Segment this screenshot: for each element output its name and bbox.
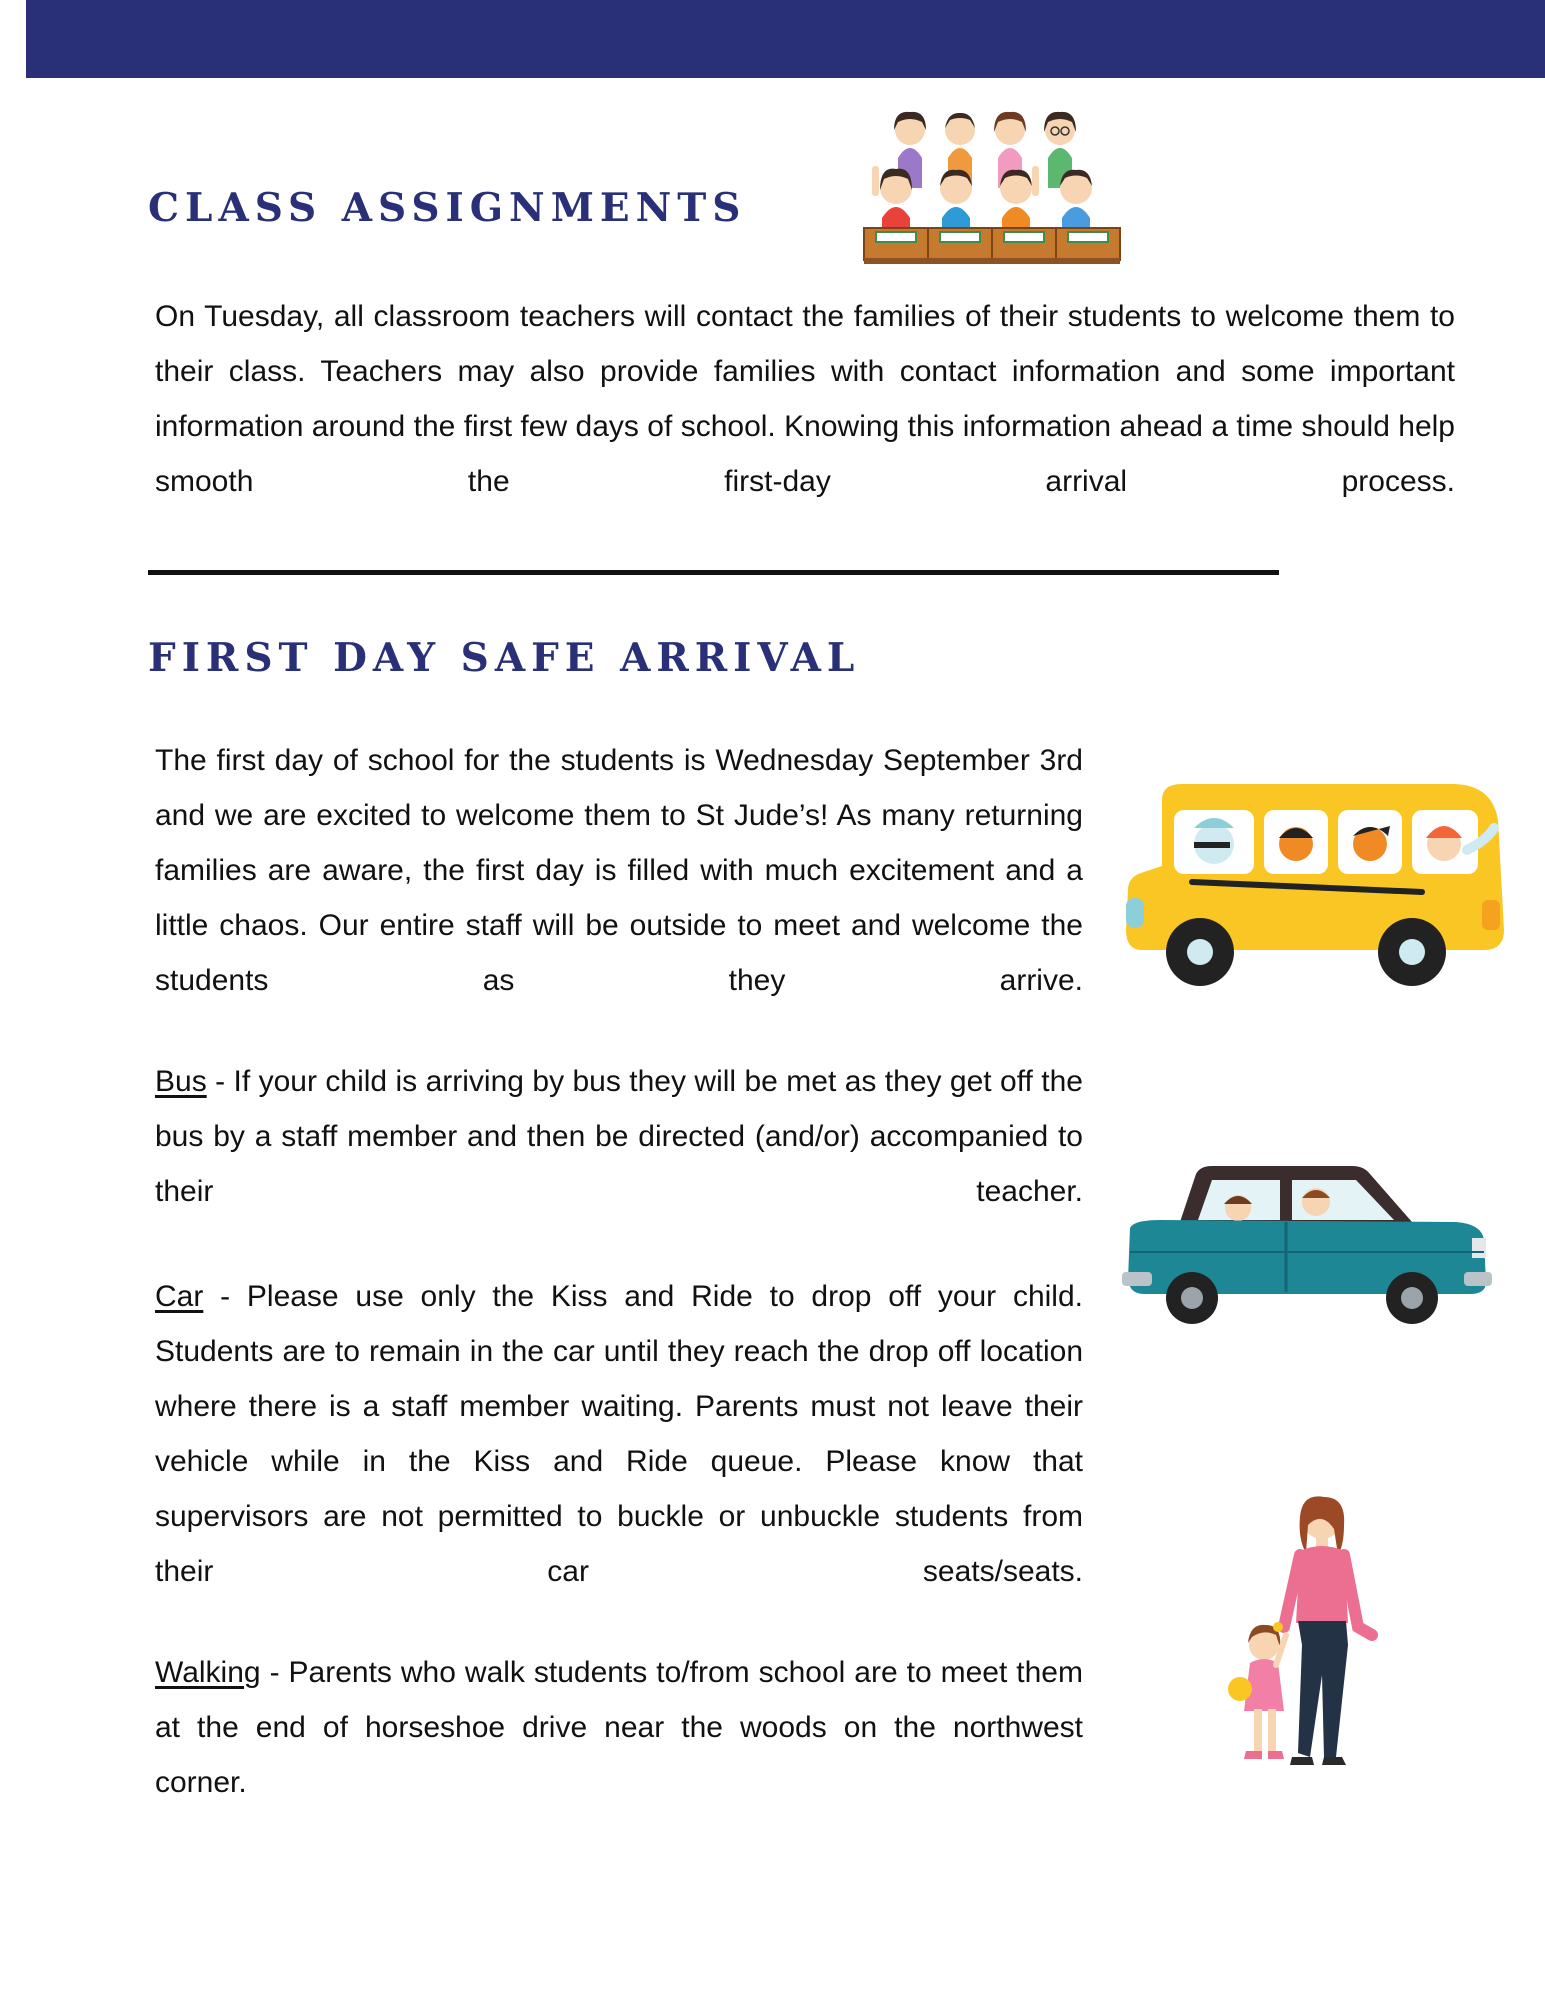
mother-walking-child-illustration [1220, 1495, 1395, 1775]
walking-paragraph [155, 1645, 1083, 1865]
family-car-illustration [1120, 1160, 1495, 1340]
walking-label: Walking [155, 1656, 261, 1689]
header-bar [26, 0, 1545, 78]
first-day-intro-text: The first day of school for the students is Wednesday September 3rd and we are excited to welcome them to St Jude’s! As many returning families are aware, the first day is filled with much excitement and a little chaos. Our entire staff will be outside to meet and welcome the students as they arrive. [155, 744, 1083, 997]
class-assignments-text: On Tuesday, all classroom teachers will contact the families of their students to welcome them to their class. Teachers may also provide families with contact information and some important information around the first few days of school. Knowing this information ahead a time should help smooth the first-day arrival process. [155, 300, 1455, 498]
classroom-kids-illustration [860, 100, 1130, 275]
section-title-class-assignments: CLASS ASSIGNMENTS [148, 185, 747, 231]
walking-text: - Parents who walk students to/from school are to meet them at the end of horseshoe drive near the woods on the northwest corner. [155, 1656, 1083, 1799]
car-text: - Please use only the Kiss and Ride to drop off your child. Students are to remain in the car until they reach the drop off location where there is a staff member waiting. Parents must not leave their vehicle while in the Kiss and Ride queue. Please know that supervisors are not permitted to buckle or unbuckle students from their car seats/seats. [155, 1280, 1083, 1588]
bus-label: Bus [155, 1065, 207, 1098]
section-divider [148, 570, 1279, 575]
section-title-first-day-safe-arrival: FIRST DAY SAFE ARRIVAL [148, 635, 861, 681]
bus-paragraph [155, 1054, 1083, 1274]
car-paragraph [155, 1269, 1083, 1654]
desks [864, 228, 1120, 264]
car-label: Car [155, 1280, 204, 1313]
back-row-kids [894, 112, 1076, 188]
bus-text: - If your child is arriving by bus they will be met as they get off the bus by a staff member and then be directed (and/or) accompanied to their teacher. [155, 1065, 1083, 1208]
school-bus-illustration [1122, 780, 1512, 1000]
